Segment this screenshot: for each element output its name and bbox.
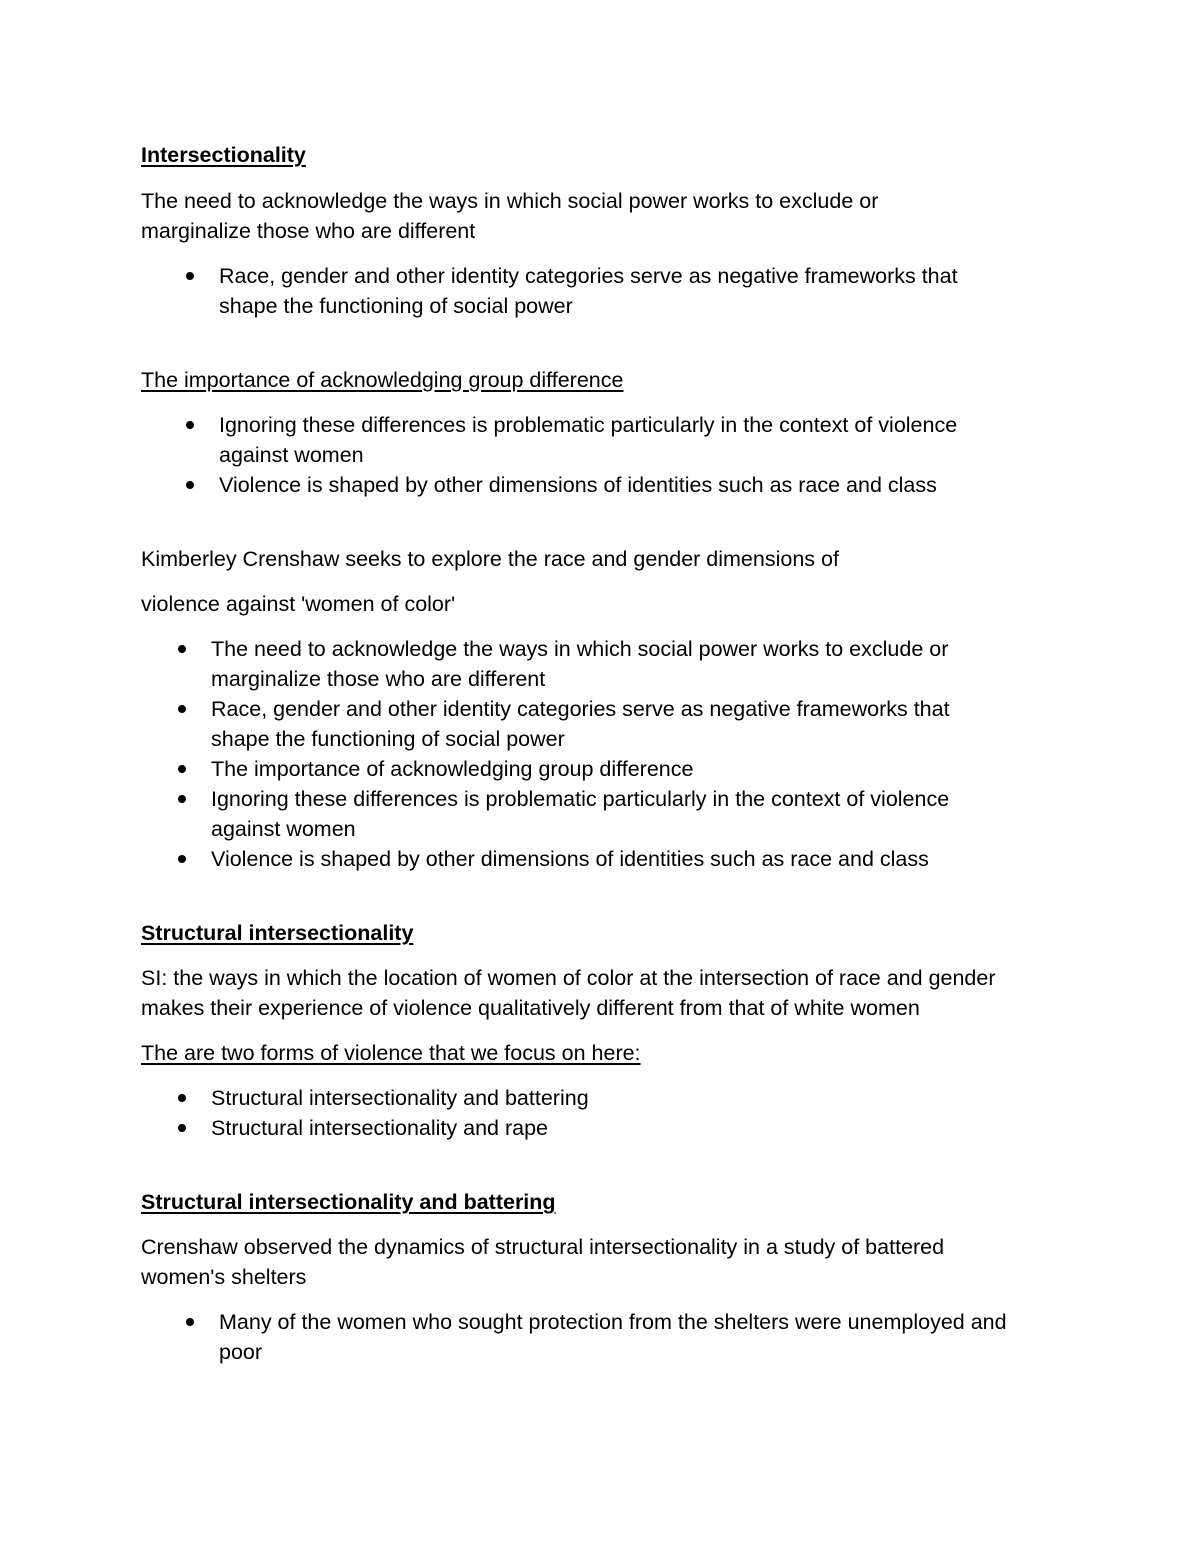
- crenshaw-list: [141, 634, 971, 874]
- bullet-icon: [186, 421, 194, 429]
- list-item: Structural intersectionality and battering: [141, 1083, 1051, 1113]
- list-item: The importance of acknowledging group difference: [141, 754, 971, 784]
- bullet-icon: [178, 1094, 186, 1102]
- bullet-icon: [178, 1124, 186, 1132]
- section-heading-structural: Structural intersectionality: [141, 921, 414, 945]
- list-item: The need to acknowledge the ways in which social power works to exclude or marginalize those who are different: [141, 634, 971, 694]
- group-difference-list: [141, 410, 971, 500]
- list-item: Violence is shaped by other dimensions of identities such as race and class: [141, 844, 971, 874]
- section-heading-intersectionality: Intersectionality: [141, 143, 306, 167]
- intersectionality-list: [141, 261, 961, 321]
- list-item: Ignoring these differences is problematic particularly in the context of violence against women: [141, 410, 971, 470]
- structural-definition: SI: the ways in which the location of women of color at the intersection of race and gender makes their experience of violence qualitatively different from that of white women: [141, 966, 996, 1020]
- bullet-icon: [178, 765, 186, 773]
- intersectionality-intro: The need to acknowledge the ways in which social power works to exclude or marginalize those who are different: [141, 189, 879, 243]
- subheading-forms: The are two forms of violence that we focus on here:: [141, 1041, 641, 1065]
- section-heading-battering: Structural intersectionality and battering: [141, 1190, 556, 1214]
- structural-list: [141, 1083, 1051, 1143]
- battering-intro: Crenshaw observed the dynamics of structural intersectionality in a study of battered women's shelters: [141, 1235, 945, 1289]
- bullet-icon: [186, 1318, 194, 1326]
- list-item: Structural intersectionality and rape: [141, 1113, 1051, 1143]
- list-item: Ignoring these differences is problematic particularly in the context of violence against women: [141, 784, 971, 844]
- bullet-icon: [186, 272, 194, 280]
- list-item: Race, gender and other identity categories serve as negative frameworks that shape the functioning of social power: [141, 694, 971, 754]
- list-item: Race, gender and other identity categories serve as negative frameworks that shape the functioning of social power: [141, 261, 961, 321]
- subheading-group-difference: The importance of acknowledging group difference: [141, 368, 624, 392]
- crenshaw-line-2: violence against 'women of color': [141, 592, 456, 616]
- list-item: Many of the women who sought protection from the shelters were unemployed and poor: [141, 1307, 1041, 1367]
- bullet-icon: [178, 645, 186, 653]
- document-page: [141, 140, 1051, 1367]
- bullet-icon: [178, 855, 186, 863]
- battering-list: [141, 1307, 1041, 1367]
- list-item: Violence is shaped by other dimensions of identities such as race and class: [141, 470, 971, 500]
- bullet-icon: [178, 705, 186, 713]
- bullet-icon: [186, 481, 194, 489]
- bullet-icon: [178, 795, 186, 803]
- crenshaw-line-1: Kimberley Crenshaw seeks to explore the race and gender dimensions of: [141, 547, 839, 571]
